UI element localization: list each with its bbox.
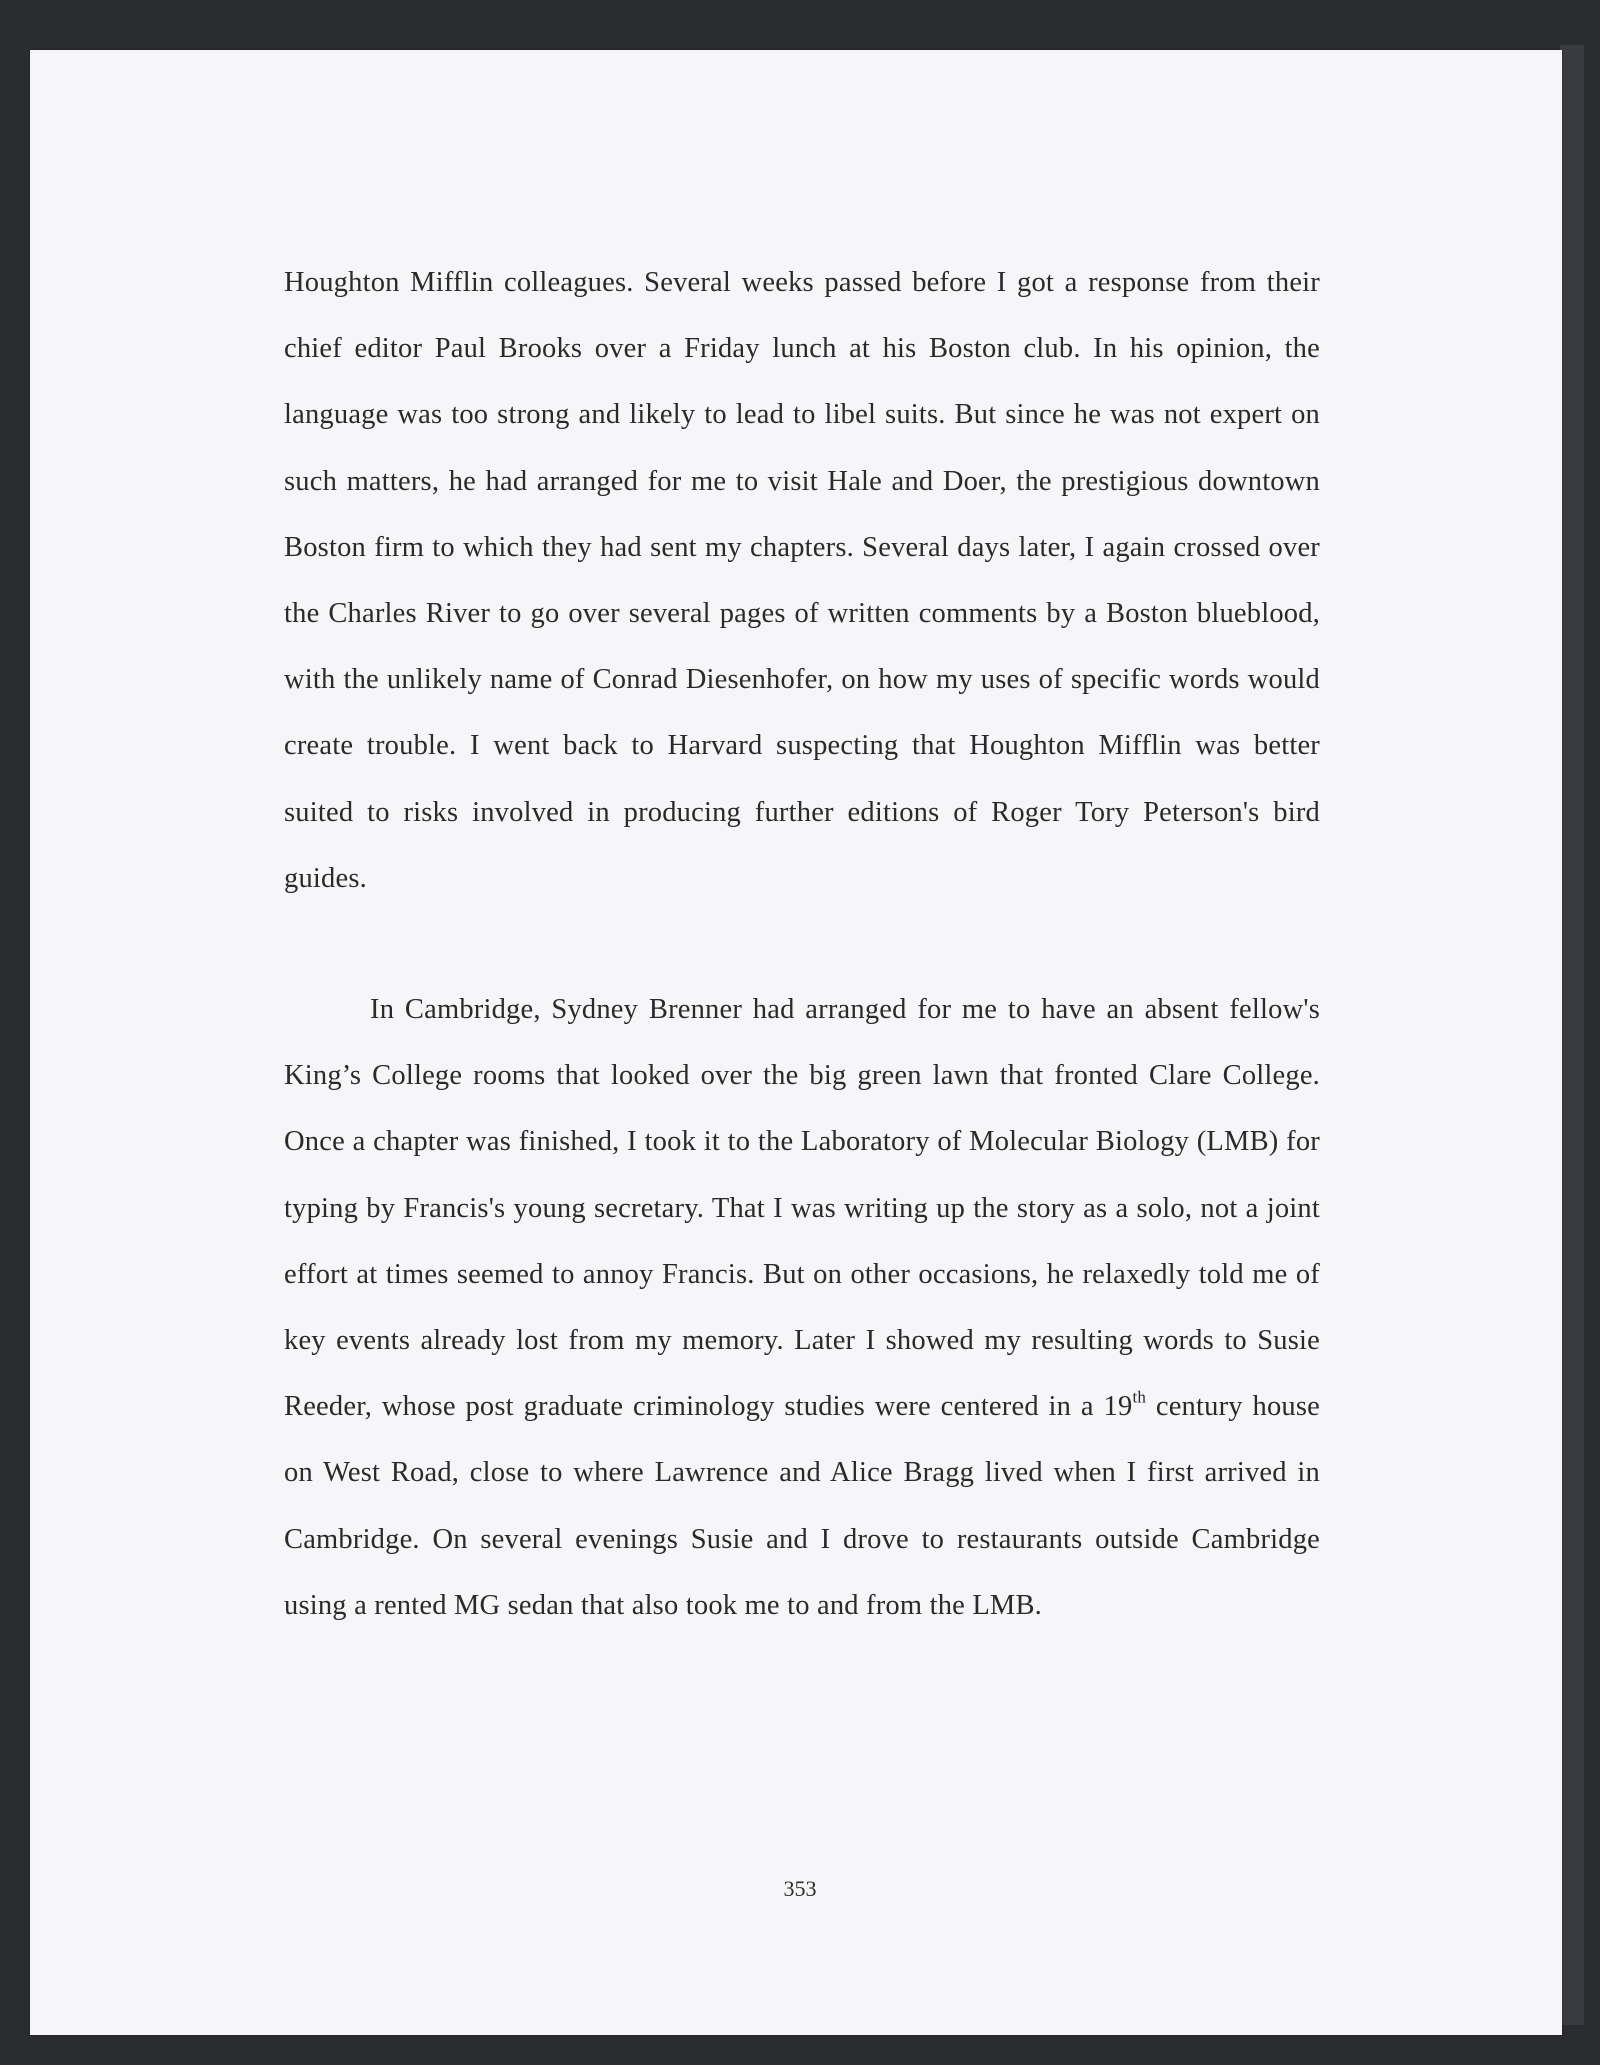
paragraph-1-line: such matters, he had arranged for me to visit Hale and Doer, the prestigious downtown [284, 465, 1320, 497]
paragraph-1-line: guides. [284, 862, 367, 894]
superscript-ordinal: th [1132, 1387, 1147, 1407]
paragraph-2-line: In Cambridge, Sydney Brenner had arranged for me to have an absent fellow's [370, 994, 1320, 1025]
paragraph-2-line-superscript [284, 1374, 1320, 1440]
paragraph-2-line: on West Road, close to where Lawrence and Alice Bragg lived when I first arrived in [284, 1457, 1320, 1489]
paragraph-2-line: Once a chapter was finished, I took it to the Laboratory of Molecular Biology (LMB) for [284, 1126, 1320, 1158]
page-number: 353 [783, 1876, 817, 1901]
paragraph-2 [284, 977, 1320, 1639]
paragraph-2-line: effort at times seemed to annoy Francis. But on other occasions, he relaxedly told me of [284, 1258, 1320, 1290]
paragraph-1-line: Boston firm to which they had sent my chapters. Several days later, I again crossed over [284, 531, 1320, 563]
page-backing [1560, 45, 1584, 2025]
paragraph-1-line: Houghton Mifflin colleagues. Several weeks passed before I got a response from their [284, 267, 1320, 298]
paragraph-1 [284, 250, 1320, 912]
line-text: century house [1146, 1391, 1320, 1423]
paragraph-2-line: typing by Francis's young secretary. That I was writing up the story as a solo, not a joint [284, 1192, 1320, 1224]
line-text: Reeder, whose post graduate criminology studies were centered in a 19 [284, 1391, 1133, 1423]
paragraph-2-line: using a rented MG sedan that also took me to and from the LMB. [284, 1589, 1043, 1621]
paragraph-2-line: key events already lost from my memory. Later I showed my resulting words to Susie [284, 1325, 1320, 1357]
paragraph-1-line: chief editor Paul Brooks over a Friday lunch at his Boston club. In his opinion, the [284, 333, 1320, 365]
paragraph-1-line: create trouble. I went back to Harvard suspecting that Houghton Mifflin was better [284, 730, 1320, 762]
paragraph-1-line: suited to risks involved in producing further editions of Roger Tory Peterson's bird [284, 796, 1320, 828]
paragraph-2-line: Cambridge. On several evenings Susie and I drove to restaurants outside Cambridge [284, 1523, 1320, 1555]
paragraph-1-line: language was too strong and likely to lead to libel suits. But since he was not expert on [284, 399, 1320, 431]
paragraph-2-line: King’s College rooms that looked over the big green lawn that fronted Clare College. [284, 1060, 1320, 1092]
paragraph-1-line: the Charles River to go over several pages of written comments by a Boston blueblood, [284, 598, 1320, 630]
paragraph-1-line: with the unlikely name of Conrad Diesenhofer, on how my uses of specific words would [284, 664, 1320, 696]
